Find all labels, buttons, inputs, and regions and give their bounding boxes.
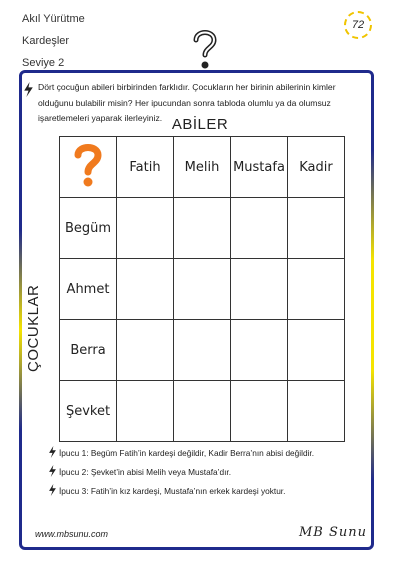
row-header-ahmet: Ahmet xyxy=(60,259,117,320)
page-number: 72 xyxy=(351,19,365,31)
hint-item xyxy=(48,463,368,482)
frame-accent-left xyxy=(19,230,22,430)
hint-item xyxy=(48,482,368,501)
lightning-icon xyxy=(48,446,57,458)
worksheet-title: Kardeşler xyxy=(22,35,70,47)
grid-cell[interactable] xyxy=(231,320,288,381)
grid-cell[interactable] xyxy=(288,320,345,381)
column-axis-title: ABİLER xyxy=(171,116,229,133)
hint-text: İpucu 1: Begüm Fatih’in kardeşi değildir, Kadir Berra’nın abisi değildir. xyxy=(59,448,315,458)
grid-cell[interactable] xyxy=(117,198,174,259)
instructions-text: Dört çocuğun abileri birbirinden farklıdır. Çocukların her birinin abilerinin kimler olduğunu bulabilir misin? Her ipucundan sonra tabloda olumlu ya da olumsuz işaretlemeleri yaparak ilerleyiniz. xyxy=(38,82,336,123)
grid-cell[interactable] xyxy=(174,320,231,381)
grid-cell[interactable] xyxy=(288,259,345,320)
brand-logo: MB Sunu xyxy=(299,525,368,540)
column-header-fatih: Fatih xyxy=(117,137,174,198)
hint-item xyxy=(48,444,368,463)
worksheet-category: Akıl Yürütme xyxy=(22,13,85,25)
row-header-sevket: Şevket xyxy=(60,381,117,442)
grid-cell[interactable] xyxy=(231,259,288,320)
grid-cell[interactable] xyxy=(231,381,288,442)
hint-text: İpucu 3: Fatih’in kız kardeşi, Mustafa’nın erkek kardeşi yoktur. xyxy=(59,486,286,496)
question-mark-icon xyxy=(190,28,220,72)
row-header-begum: Begüm xyxy=(60,198,117,259)
grid-cell[interactable] xyxy=(117,381,174,442)
row-axis-title: ÇOCUKLAR xyxy=(25,284,42,372)
grid-cell[interactable] xyxy=(231,198,288,259)
page-number-badge xyxy=(344,11,372,39)
worksheet-level: Seviye 2 xyxy=(22,57,65,69)
grid-cell[interactable] xyxy=(174,198,231,259)
column-header-mustafa: Mustafa xyxy=(231,137,288,198)
grid-corner xyxy=(60,137,117,198)
grid-cell[interactable] xyxy=(174,259,231,320)
column-header-kadir: Kadir xyxy=(288,137,345,198)
logic-grid xyxy=(59,136,345,442)
frame-accent-right xyxy=(371,150,374,480)
grid-cell[interactable] xyxy=(288,381,345,442)
website-url: www.mbsunu.com xyxy=(35,529,109,539)
orange-question-mark-icon xyxy=(71,142,105,188)
grid-cell[interactable] xyxy=(117,320,174,381)
column-header-melih: Melih xyxy=(174,137,231,198)
grid-cell[interactable] xyxy=(117,259,174,320)
hint-text: İpucu 2: Şevket’in abisi Melih veya Mustafa’dır. xyxy=(59,467,232,477)
lightning-icon xyxy=(48,484,57,496)
grid-cell[interactable] xyxy=(288,198,345,259)
hints-list xyxy=(48,444,368,501)
row-header-berra: Berra xyxy=(60,320,117,381)
lightning-icon xyxy=(23,82,34,97)
lightning-icon xyxy=(48,465,57,477)
grid-cell[interactable] xyxy=(174,381,231,442)
